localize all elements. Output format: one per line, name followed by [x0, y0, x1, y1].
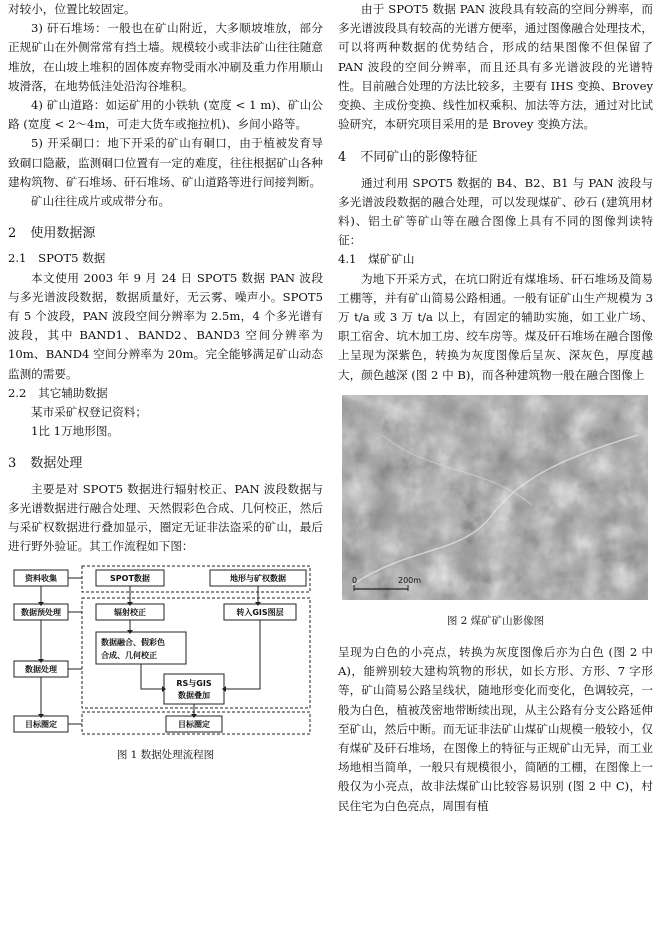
flow-label-rad: 辐射校正	[114, 608, 146, 618]
paragraph: 4) 矿山道路：如运矿用的小铁轨 (宽度 < 1 m)、矿山公路 (宽度 < 2～4m，可走大货车或拖拉机)、乡间小路等。	[8, 98, 323, 132]
flowchart	[8, 564, 314, 736]
scale-label-0: 0	[352, 575, 358, 585]
flow-label-overlay-1: RS与GIS	[176, 679, 212, 689]
section-heading	[8, 224, 323, 243]
section-number: 4	[338, 150, 347, 166]
flow-label-target: 目标圈定	[25, 720, 57, 730]
flow-label-proc: 数据处理	[25, 665, 57, 675]
paragraph: 为地下开采方式，在坑口附近有煤堆场、矸石堆场及简易工棚等，并有矿山简易公路相通。一般有证矿山生产规模为 3 万 t/a 或 3 万 t/a 以上，有固定的辅助实施，如工业广场、职工宿舍、坑木加工房、绞车房等。煤及矸石堆场在融合图像上呈现为深紫色，转换为灰度图像后呈灰、深灰色，厚度越大，颜色越深 (图 2 中 B)，而各种建筑物一般在融合图像上	[338, 271, 653, 382]
satellite-image-graphic	[342, 395, 648, 600]
paragraph: 呈现为白色的小亮点，转换为灰度图像后亦为白色 (图 2 中 A)，能辨别较大建构筑物的形状，如长方形、方形、7 字形等，矿山简易公路呈线状，随地形变化而变化，色调较亮，一般为白色，植被茂密地带断续出现，从主公路有分支公路延伸至矿山，然后中断。而无证非法矿山煤矿山规模一般较小，仅有煤矿及矸石堆场，在图像上的特征与正规矿山无异，而工业场地相当简单，一般只有规模很小，简陋的工棚，在图像上一般仅为小亮点，故非法煤矿山比较容易识别 (图 2 中 C)，村民住宅为白色亮点，周围有植	[338, 645, 653, 813]
subsection-heading	[338, 250, 653, 269]
paragraph: 矿山往往成片或成带分布。	[31, 194, 171, 209]
section-number: 2	[8, 226, 17, 242]
flow-label-terrain: 地形与矿权数据	[230, 574, 286, 584]
section-title: 使用数据源	[30, 226, 96, 242]
flow-label-gis: 转入GIS图层	[236, 608, 284, 618]
satellite-image	[342, 395, 648, 600]
flow-label-fuse-1: 数据融合、假彩色	[101, 638, 165, 648]
subsection-title: 煤矿矿山	[368, 252, 415, 267]
flow-label-spot: SPOT数据	[110, 574, 150, 584]
subsection-title: SPOT5 数据	[38, 251, 106, 266]
flow-label-fuse-2: 合成、几何校正	[101, 651, 157, 661]
paragraph: 主要是对 SPOT5 数据进行辐射校正、PAN 波段数据与多光谱数据进行融合处理、天然假彩色合成、几何校正，然后与采矿权数据进行叠加显示，圈定无证非法盗采的矿山，最后进行野外验证。其工作流程如下图：	[8, 481, 323, 554]
subsection-title: 其它辅助数据	[38, 385, 108, 400]
paragraph: 本文使用 2003 年 9 月 24 日 SPOT5 数据 PAN 波段与多光谱波段数据，数据质量好，无云雾、噪声小。SPOT5 有 5 个波段，PAN 波段空间分辨率为 2.5m，4 个多光谱有波段，其中 BAND1、BAND2、BAND3 空间分辨率为 10m、BAND4 空间分辨率为 20m。完全能够满足矿山动态监测的需要。	[8, 270, 323, 381]
subsection-heading	[8, 249, 323, 268]
flowchart-figure	[8, 564, 314, 736]
left-column	[8, 0, 323, 776]
subsection-heading	[8, 384, 323, 403]
scale-label-200: 200m	[398, 575, 422, 585]
paragraph: 3) 矸石堆场：一般也在矿山附近，大多顺坡堆放，部分正规矿山在外侧常常有挡土墙。规模较小或非法矿山往往随意堆放，在山坡上堆积的固体废弃物受雨水冲刷及重力作用顺山坡滑落，在地势低洼处沿沟谷堆积。	[8, 21, 323, 93]
flow-label-overlay-2: 数据叠加	[178, 691, 210, 701]
figure-caption: 图 2 煤矿矿山影像图	[446, 614, 545, 627]
list-item: 某市采矿权登记资料；	[31, 405, 147, 420]
subsection-number: 4.1	[338, 252, 357, 267]
section-heading	[338, 148, 653, 167]
paragraph: 对较小，位置比较固定。	[8, 2, 136, 16]
section-title: 不同矿山的影像特征	[360, 150, 478, 166]
section-number: 3	[8, 456, 17, 472]
right-column	[338, 0, 653, 816]
figure-caption: 图 1 数据处理流程图	[116, 749, 215, 762]
paragraph: 通过利用 SPOT5 数据的 B4、B2、B1 与 PAN 波段与多光谱波段数据的融合处理，可以发现煤矿、砂石 (建筑用材料)、铝土矿等矿山等在融合图像上具有不同的图像判读特征：	[338, 175, 653, 248]
subsection-number: 2.2	[8, 385, 27, 400]
paragraph: 5) 开采硐口：地下开采的矿山有硐口，由于植被发育导致硐口隐蔽，监测硐口位置有一定的难度，往往根据矿山各种建构筑物、矿石堆场、矸石堆场、矿山道路等进行间接判断。	[8, 136, 323, 189]
flow-label-target2: 目标圈定	[178, 720, 210, 730]
list-item: 1比 1万地形图。	[31, 424, 120, 439]
subsection-number: 2.1	[8, 251, 27, 266]
section-heading	[8, 454, 323, 473]
flow-label-pre: 数据预处理	[21, 608, 61, 618]
section-title: 数据处理	[30, 456, 83, 472]
flow-label-collect: 资料收集	[25, 574, 57, 584]
paragraph: 由于 SPOT5 数据 PAN 波段具有较高的空间分辨率，而多光谱波段具有较高的光谱方便率，通过图像融合处理技术，可以将两种数据的优势结合，形成的结果图像不但保留了 PAN 波段的空间分辨率，而且还具有多光谱波段的光谱特性。目前融合处理的方法比较多，主要有 IHS 变换、Brovey 变换、主成份变换、线性加权乘积、加法等方法，通过对比试验研究，本研究项目采用的是 Brovey 变换方法。	[338, 2, 653, 132]
